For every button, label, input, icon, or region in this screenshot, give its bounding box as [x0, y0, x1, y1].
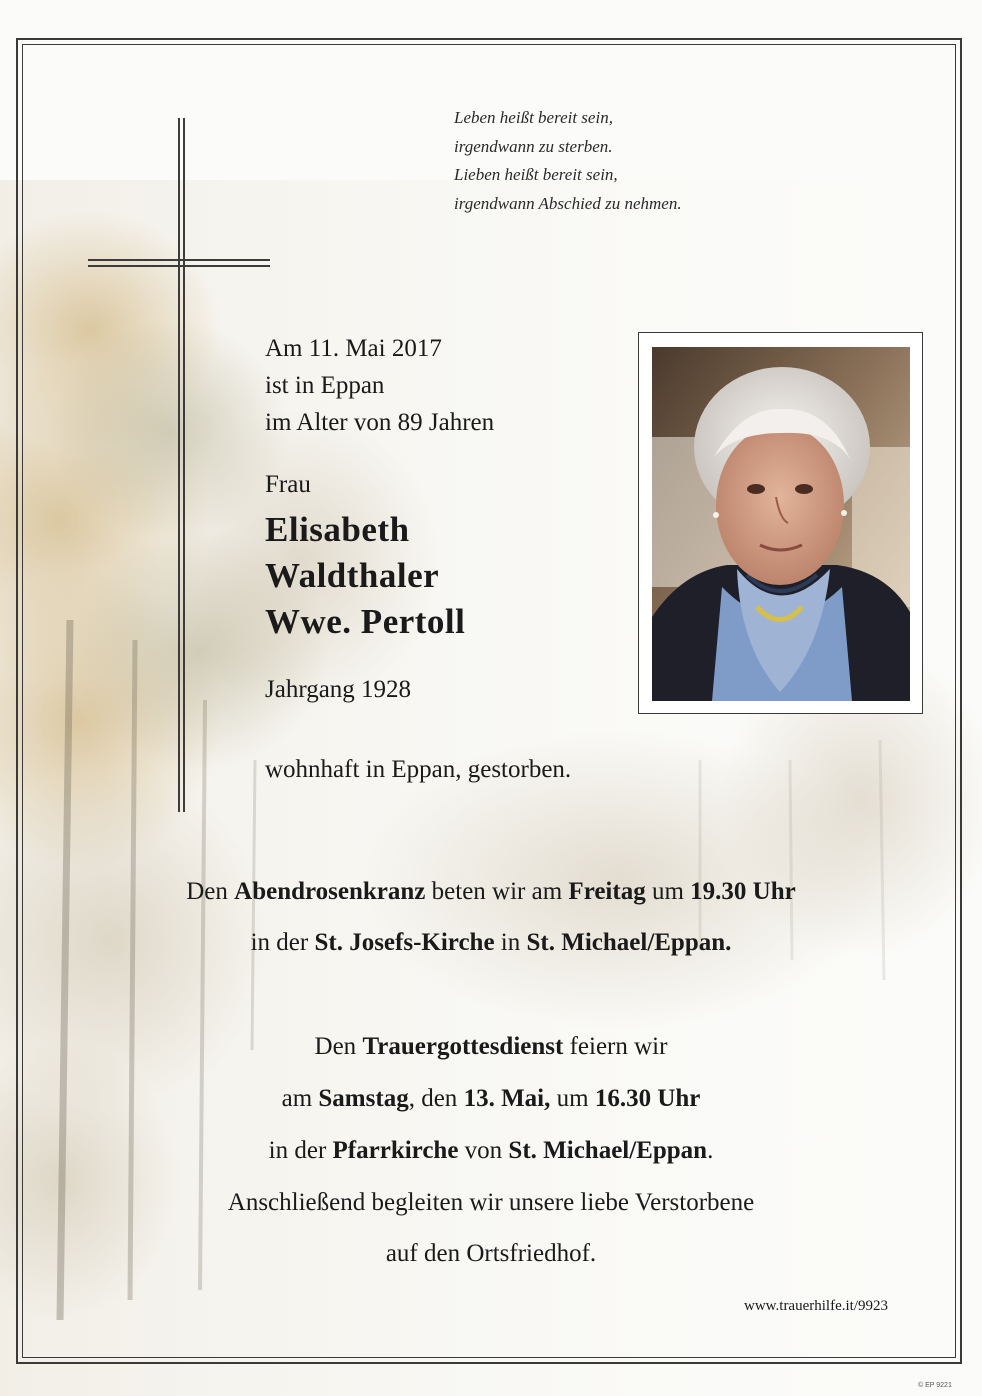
cross-horizontal-bar: [88, 259, 270, 261]
text: in der: [250, 929, 315, 956]
quote-line: Leben heißt bereit sein,: [454, 108, 613, 127]
salutation: Frau: [265, 471, 311, 498]
intro-age: im Alter von 89 Jahren: [265, 409, 495, 436]
cross-vertical-bar: [183, 118, 185, 812]
intro-date: Am 11. Mai 2017: [265, 335, 442, 362]
death-notice-intro: [265, 330, 494, 441]
birth-year: Jahrgang 1928: [265, 676, 412, 703]
service-line-3: [0, 1137, 982, 1165]
highlight: 19.30 Uhr: [690, 878, 796, 905]
highlight: Samstag: [318, 1085, 409, 1112]
highlight: St. Josefs-Kirche: [314, 929, 495, 956]
service-line-1: [0, 1033, 982, 1061]
residence-text: wohnhaft in Eppan, gestorben.: [265, 756, 572, 783]
service-line-5: auf den Ortsfriedhof.: [385, 1240, 597, 1267]
highlight: St. Michael/Eppan: [508, 1137, 708, 1164]
cross-vertical-bar: [178, 118, 180, 812]
highlight: 16.30 Uhr: [594, 1085, 701, 1112]
highlight: Pfarrkirche: [332, 1137, 459, 1164]
website-link[interactable]: www.trauerhilfe.it/9923: [744, 1298, 888, 1314]
service-line-4: Anschließend begleiten wir unsere liebe Verstorbene: [227, 1189, 755, 1216]
cross-horizontal-bar: [88, 265, 270, 267]
highlight: 13. Mai,: [463, 1085, 551, 1112]
quote-line: irgendwann Abschied zu nehmen.: [454, 193, 682, 213]
print-code: © EP 9221: [918, 1382, 952, 1389]
text: beten wir am: [425, 878, 569, 905]
text: in: [494, 929, 527, 956]
highlight: St. Michael/Eppan.: [526, 929, 732, 956]
text: um: [645, 878, 691, 905]
rosary-line-2: [0, 929, 982, 957]
highlight: Abendrosenkranz: [234, 878, 426, 905]
text: von: [458, 1137, 509, 1164]
last-name: Waldthaler: [265, 556, 440, 595]
text: Den: [186, 878, 235, 905]
deceased-name: [265, 507, 465, 645]
text: am: [281, 1085, 319, 1112]
text: .: [707, 1137, 714, 1164]
text: um: [550, 1085, 595, 1112]
highlight: Freitag: [568, 878, 646, 905]
text: , den: [408, 1085, 464, 1112]
quote-line: Lieben heißt bereit sein,: [454, 165, 618, 184]
widow-name: Wwe. Pertoll: [265, 602, 466, 641]
highlight: Trauergottesdienst: [362, 1033, 564, 1060]
service-line-2: [0, 1085, 982, 1113]
rosary-line-1: [0, 878, 982, 906]
text: Den: [314, 1033, 363, 1060]
quote-block: [454, 104, 682, 218]
text: in der: [268, 1137, 333, 1164]
quote-line: irgendwann zu sterben.: [454, 136, 613, 156]
text: feiern wir: [563, 1033, 668, 1060]
first-name: Elisabeth: [265, 510, 410, 549]
intro-place: ist in Eppan: [265, 372, 385, 399]
portrait-photo: [652, 347, 910, 701]
